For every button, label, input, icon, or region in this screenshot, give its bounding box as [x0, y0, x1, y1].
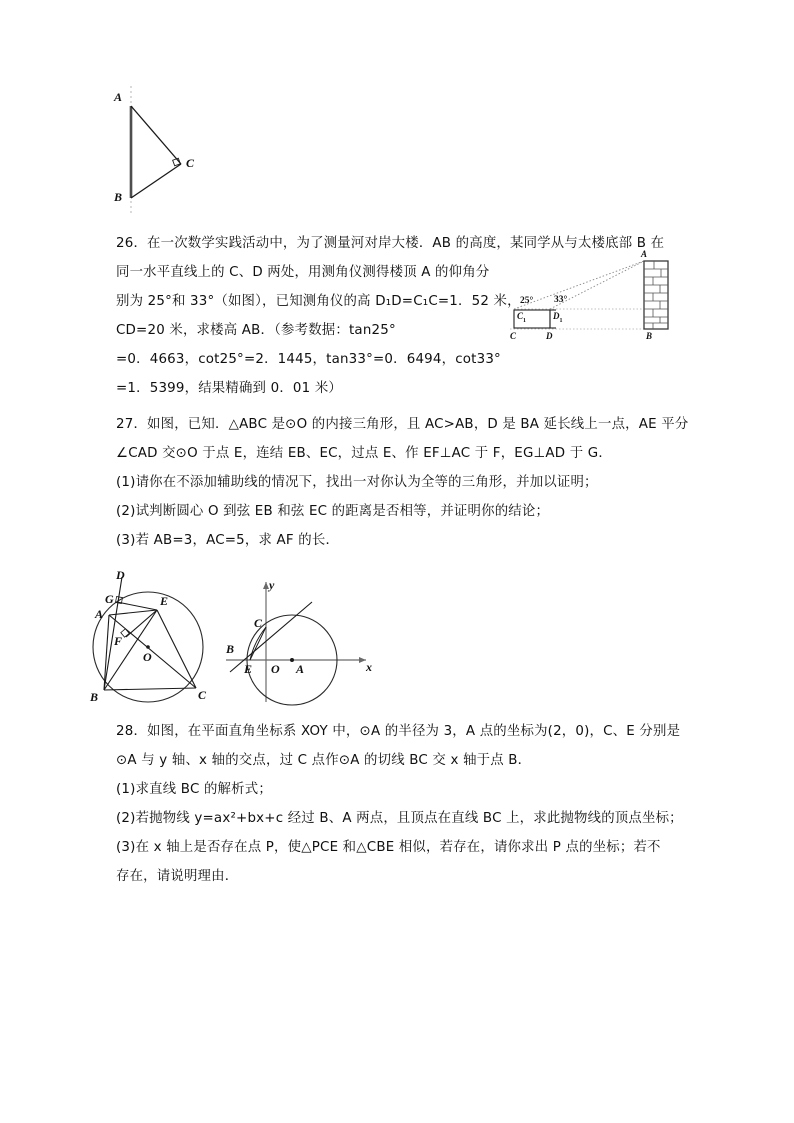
q26-line-6: =1．5399，结果精确到 0．01 米）: [116, 381, 342, 396]
coord-label-x: x: [366, 660, 372, 674]
circle1-label-b: B: [90, 690, 99, 704]
coord-label-b: B: [226, 642, 235, 656]
triangle-label-b: B: [114, 190, 123, 204]
q27-line-4: (2)试判断圆心 O 到弦 EB 和弦 EC 的距离是否相等，并证明你的结论；: [116, 504, 550, 519]
building-label-c: C: [510, 331, 517, 341]
building-angle-33: 33°: [554, 295, 568, 305]
figure-right-triangle-abc: [104, 84, 214, 216]
q28-line-6: 存在，请说明理由．: [116, 869, 239, 884]
circle1-label-a: A: [95, 607, 104, 621]
q26-line-3: 别为 25°和 33°（如图），已知测角仪的高 D₁D=C₁C=1．52 米，: [116, 294, 521, 309]
q26-line-5: =0．4663，cot25°=2．1445，tan33°=0．6494，cot33°: [116, 352, 501, 367]
q28-line-1: 28．如图，在平面直角坐标系 XOY 中，⊙A 的半径为 3，A 点的坐标为(2，0)，C、E 分别是: [116, 724, 681, 739]
coord-label-e: E: [244, 662, 253, 676]
q27-line-5: (3)若 AB=3，AC=5，求 AF 的长．: [116, 533, 340, 548]
figure-coordinate-circle: [218, 572, 386, 712]
coord-label-y: y: [269, 578, 275, 592]
building-angle-25: 25°: [520, 296, 534, 306]
q27-line-3: (1)请你在不添加辅助线的情况下，找出一对你认为全等的三角形，并加以证明；: [116, 475, 598, 490]
question-27-block: [116, 410, 689, 555]
coord-label-o: O: [271, 662, 280, 676]
circle1-label-o: O: [143, 650, 152, 664]
question-28-block: [116, 717, 683, 891]
q27-line-2: ∠CAD 交⊙O 于点 E，连结 EB、EC，过点 E、作 EF⊥AC 于 F，EG⊥AD 于 G．: [116, 446, 612, 461]
q26-line-2: 同一水平直线上的 C、D 两处，用测角仪测得楼顶 A 的仰角分: [116, 265, 490, 280]
q28-line-3: (1)求直线 BC 的解析式；: [116, 782, 272, 797]
building-label-b: B: [646, 331, 653, 341]
q28-line-4: (2)若抛物线 y=ax²+bx+c 经过 B、A 两点，且顶点在直线 BC 上，求此抛物线的顶点坐标；: [116, 811, 683, 826]
circle1-label-f: F: [114, 634, 123, 648]
building-label-d1: $D_1$: [553, 311, 563, 324]
building-label-a: A: [641, 249, 648, 259]
q28-line-2: ⊙A 与 y 轴、x 轴的交点，过 C 点作⊙A 的切线 BC 交 x 轴于点 B．: [116, 753, 532, 768]
coord-label-a: A: [296, 662, 305, 676]
q26-line-1: 26．在一次数学实践活动中，为了测量河对岸大楼．AB 的高度，某同学从与太楼底部 B 在: [116, 236, 665, 251]
q27-line-1: 27．如图，已知．△ABC 是⊙O 的内接三角形，且 AC>AB，D 是 BA 延长线上一点，AE 平分: [116, 417, 689, 432]
coord-label-c: C: [254, 616, 263, 630]
building-label-d: D: [546, 331, 553, 341]
q28-line-5: (3)在 x 轴上是否存在点 P，使△PCE 和△CBE 相似，若存在，请你求出 P 点的坐标；若不: [116, 840, 661, 855]
q26-line-4: CD=20 米，求楼高 AB．（参考数据：tan25°: [116, 323, 396, 338]
circle1-label-d: D: [116, 568, 125, 582]
coord-svg: [218, 572, 386, 712]
figure-building-elevation: [496, 249, 692, 353]
circle1-label-c: C: [198, 688, 207, 702]
triangle-label-a: A: [114, 90, 123, 104]
building-label-c1: $C_1$: [517, 311, 526, 324]
triangle-label-c: C: [186, 156, 195, 170]
figure-inscribed-triangle-circle: [74, 568, 234, 712]
circle1-label-e: E: [160, 594, 169, 608]
circle1-label-g: G: [105, 592, 114, 606]
